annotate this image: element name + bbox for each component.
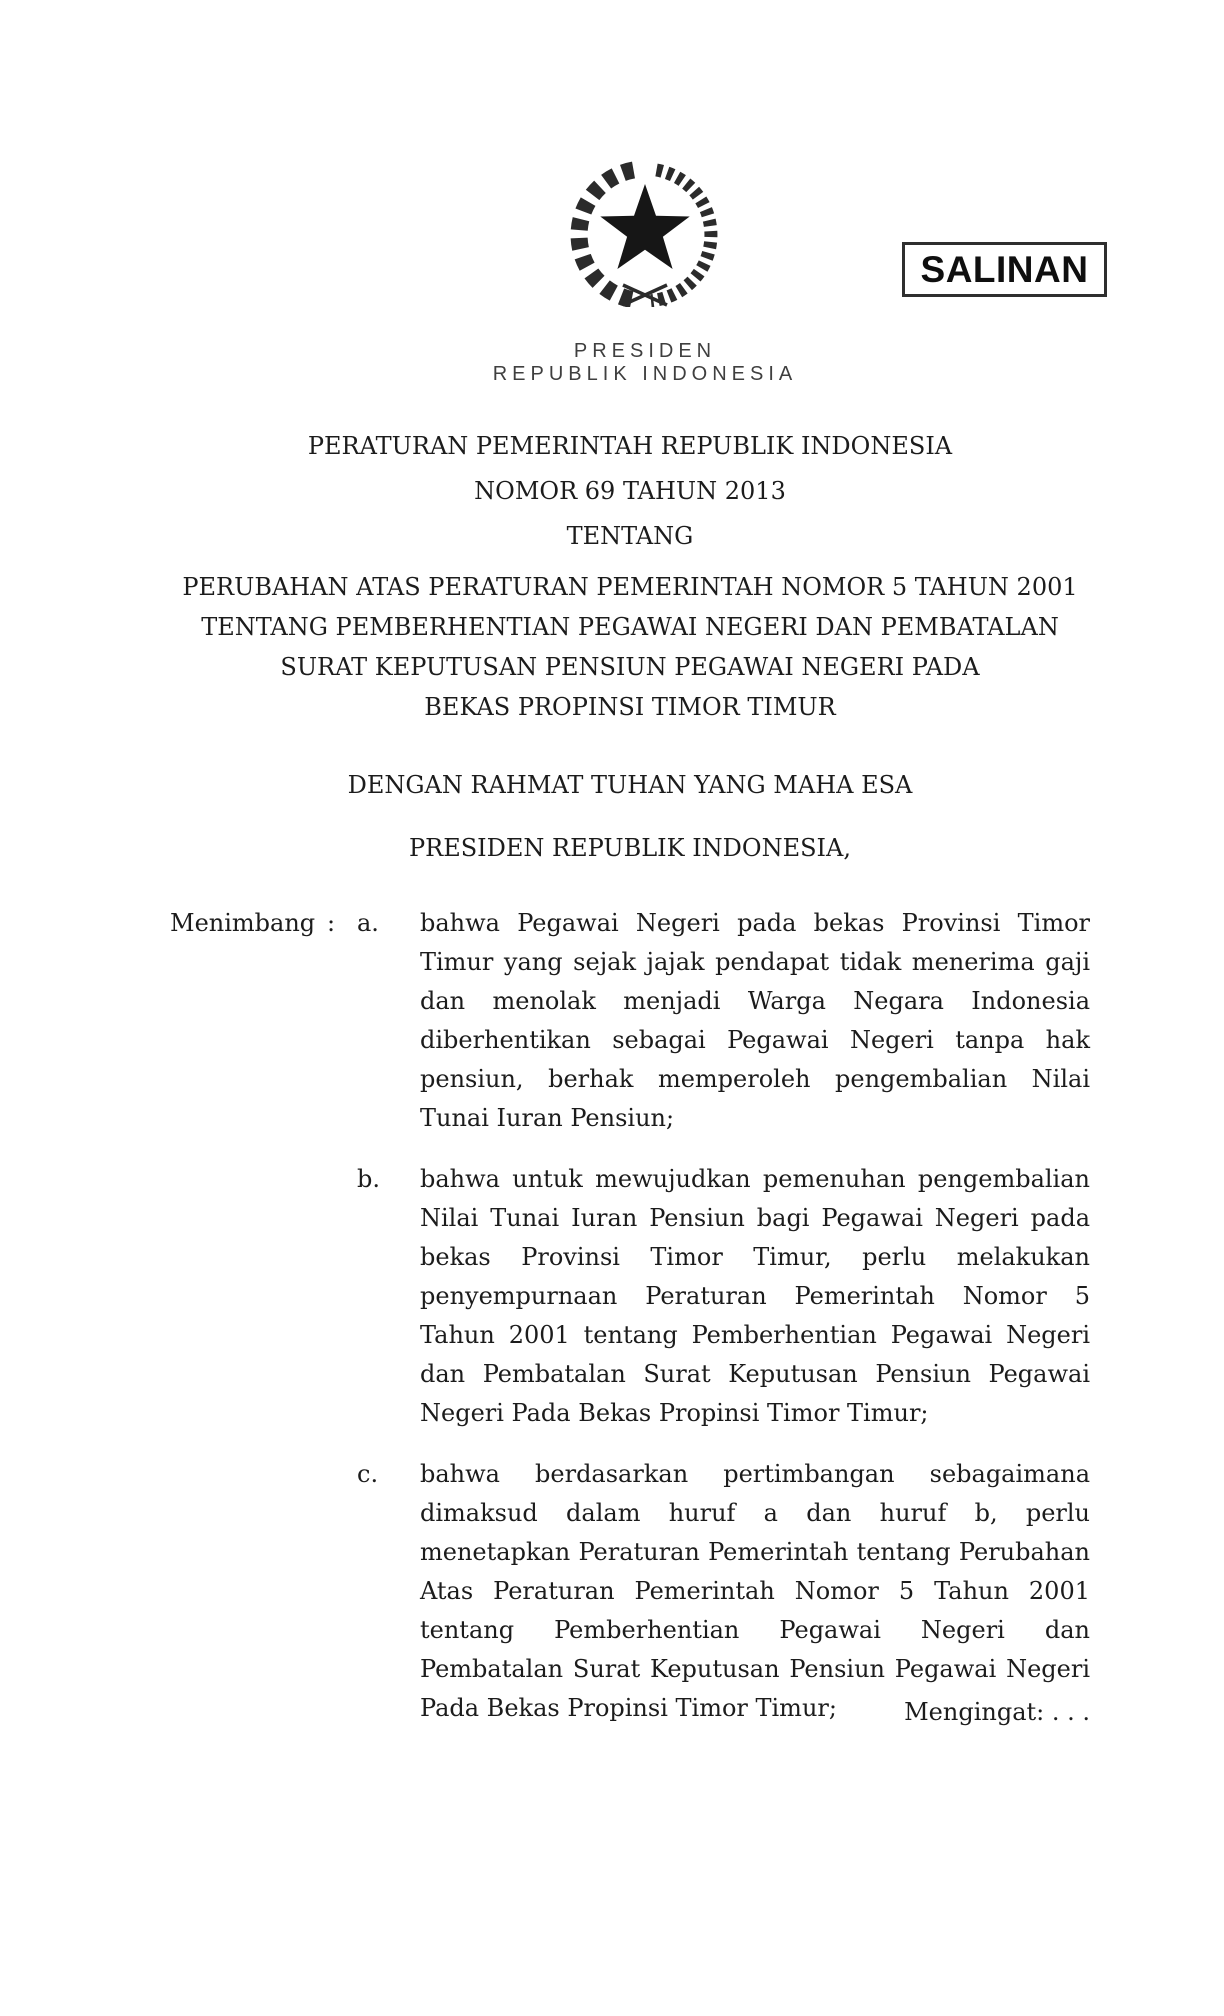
considering-item-c-text: bahwa berdasarkan pertimbangan sebagaimana dimaksud dalam huruf a dan huruf b, perlu menetapkan Peraturan Pemerintah tentang Perubahan Atas Peraturan Pemerintah Nomor 5 Tahun 2001 tentang Pemberhentian Pegawai Negeri dan Pembatalan Surat Keputusan Pensiun Pegawai Negeri Pada Bekas Propinsi Timor Timur; xyxy=(420,1460,1090,1722)
letterhead xyxy=(345,340,945,386)
considering-item-a-text: bahwa Pegawai Negeri pada bekas Provinsi Timor Timur yang sejak jajak pendapat tidak menerima gaji dan menolak menjadi Warga Negara Indonesia diberhentikan sebagai Pegawai Negeri tanpa hak pensiun, berhak memperoleh pengembalian Nilai Tunai Iuran Pensiun; xyxy=(420,909,1090,1132)
subject-line-4: BEKAS PROPINSI TIMOR TIMUR xyxy=(424,693,836,721)
subject-line-1: PERUBAHAN ATAS PERATURAN PEMERINTAH NOMOR 5 TAHUN 2001 xyxy=(182,573,1078,601)
letterhead-presiden: PRESIDEN xyxy=(573,340,717,362)
considering-section xyxy=(170,904,1090,1728)
salinan-stamp-label: SALINAN xyxy=(920,248,1089,290)
presidential-seal-icon xyxy=(563,157,727,307)
letterhead-republik-indonesia: REPUBLIK INDONESIA xyxy=(492,363,798,385)
invocation-line: DENGAN RAHMAT TUHAN YANG MAHA ESA xyxy=(347,771,913,799)
title-line-regulation: PERATURAN PEMERINTAH REPUBLIK INDONESIA xyxy=(307,432,953,460)
document-body xyxy=(170,424,1090,1728)
considering-item-b-marker: b. xyxy=(357,1165,380,1193)
title-line-tentang: TENTANG xyxy=(566,522,694,550)
considering-item-a-marker: a. xyxy=(357,909,379,937)
considering-colon: : xyxy=(327,909,336,937)
subject-line-3: SURAT KEPUTUSAN PENSIUN PEGAWAI NEGERI PADA xyxy=(280,653,980,681)
title-line-number: NOMOR 69 TAHUN 2013 xyxy=(474,477,786,505)
considering-label: Menimbang xyxy=(170,909,316,937)
considering-item-c xyxy=(357,1455,1090,1728)
considering-item-b xyxy=(357,1160,1090,1433)
catchword-mengingat: Mengingat: . . . xyxy=(904,1698,1090,1726)
considering-item-b-text: bahwa untuk mewujudkan pemenuhan pengembalian Nilai Tunai Iuran Pensiun bagi Pegawai Negeri pada bekas Provinsi Timor Timur, perlu melakukan penyempurnaan Peraturan Pemerintah Nomor 5 Tahun 2001 tentang Pemberhentian Pegawai Negeri dan Pembatalan Surat Keputusan Pensiun Pegawai Negeri Pada Bekas Propinsi Timor Timur; xyxy=(420,1165,1090,1427)
regulation-subject-block xyxy=(170,567,1090,727)
subject-line-2: TENTANG PEMBERHENTIAN PEGAWAI NEGERI DAN PEMBATALAN xyxy=(201,613,1059,641)
regulation-title-block xyxy=(170,424,1090,559)
salinan-stamp xyxy=(902,242,1107,297)
considering-items xyxy=(357,904,1090,1728)
considering-item-a xyxy=(357,904,1090,1138)
considering-item-c-marker: c. xyxy=(357,1460,379,1488)
issuer-line: PRESIDEN REPUBLIK INDONESIA, xyxy=(408,834,851,862)
